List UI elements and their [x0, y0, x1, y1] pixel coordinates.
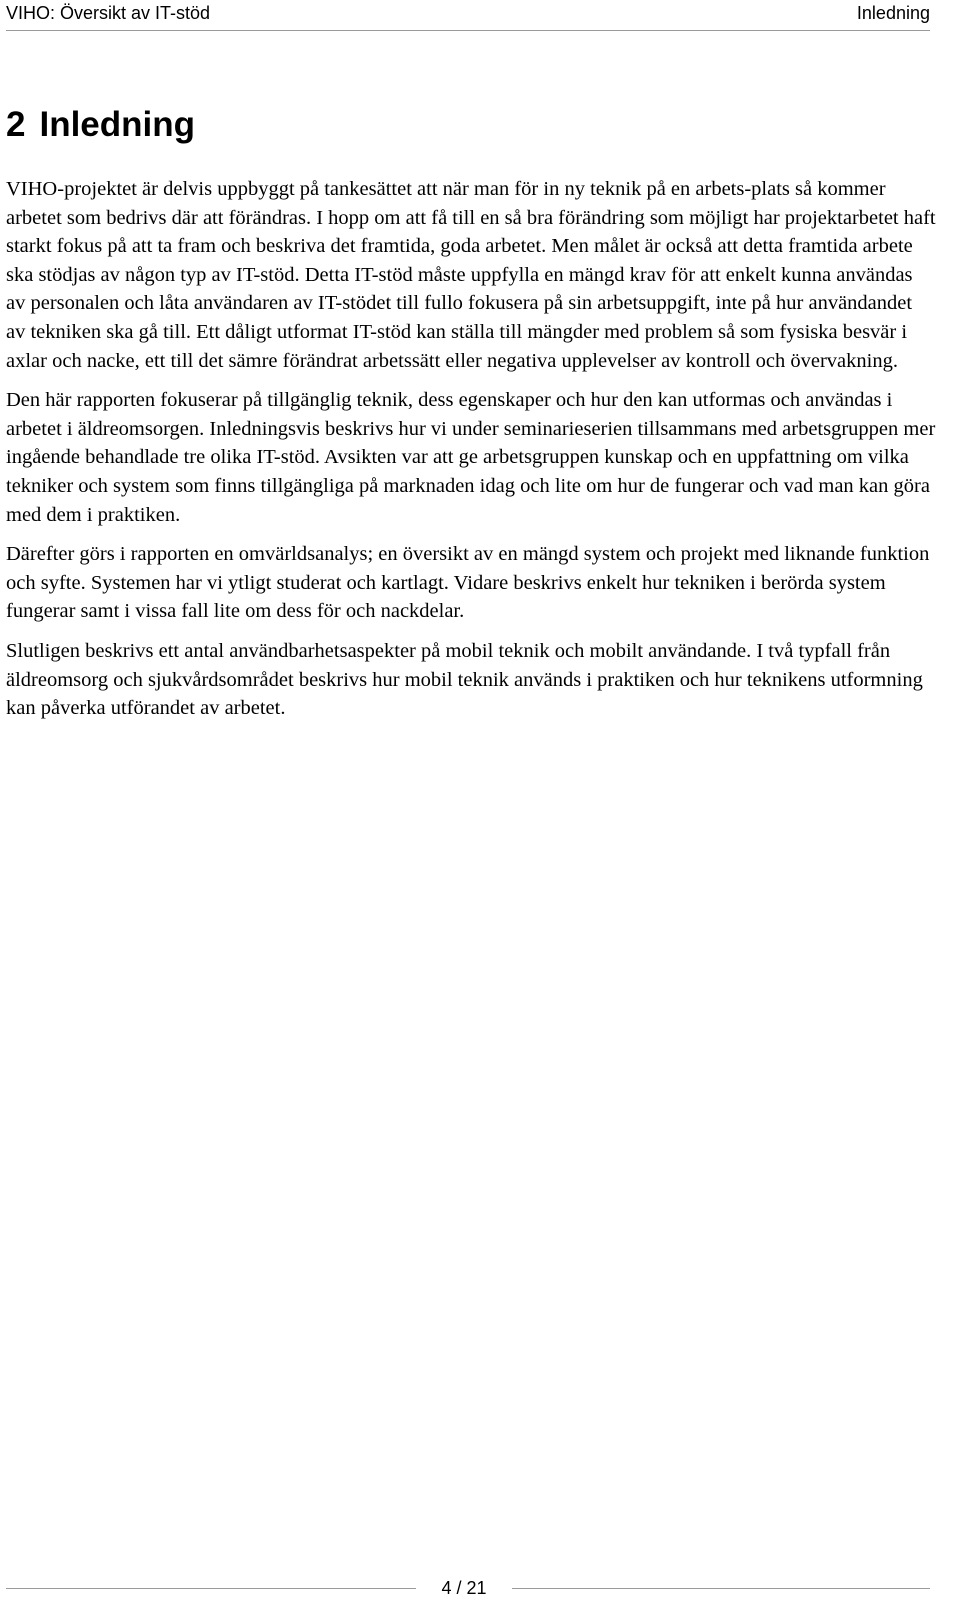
- chapter-title: Inledning: [39, 105, 196, 144]
- chapter-number: 2: [6, 105, 26, 144]
- body-text: [6, 175, 936, 734]
- header-document-title: VIHO: Översikt av IT-stöd: [6, 3, 211, 23]
- paragraph: Därefter görs i rapporten en omvärldsanalys; en översikt av en mängd system och projekt med liknande funktion och syfte. Systemen har vi ytligt studerat och kartlagt. Vidare beskrivs enkelt hur tekniken i berörda system fungerar samt i vissa fall lite om dess för och nackdelar.: [6, 543, 930, 623]
- paragraph: VIHO-projektet är delvis uppbyggt på tankesättet att när man för in ny teknik på en arbets-plats så kommer arbetet som bedrivs där att förändras. I hopp om att få till en så bra förändring som möjligt har projektarbetet haft starkt fokus på att ta fram och beskriva det framtida, goda arbetet. Men målet är också att detta framtida arbete ska stödjas av någon typ av IT-stöd. Detta IT-stöd måste uppfylla en mängd krav för att enkelt kunna användas av personalen och låta användaren av IT-stödet till fullo fokusera på sin arbetsuppgift, inte på hur användandet av tekniken ska gå till. Ett dåligt utformat IT-stöd kan ställa till mängder med problem så som fysiska besvär i axlar och nacke, ett till det sämre förändrat arbetssätt eller negativa upplevelser av kontroll och övervakning.: [6, 178, 936, 372]
- running-header: [6, 0, 930, 31]
- page-footer: [6, 1569, 930, 1605]
- header-section-name: Inledning: [856, 3, 930, 23]
- chapter-heading: [6, 100, 195, 150]
- footer-rule-right: [512, 1588, 930, 1589]
- page-number: 4 / 21: [441, 1578, 487, 1598]
- footer-rule-left: [6, 1588, 416, 1589]
- paragraph: Den här rapporten fokuserar på tillgänglig teknik, dess egenskaper och hur den kan utformas och användas i arbetet i äldreomsorgen. Inledningsvis beskrivs hur vi under seminarieserien tillsammans med arbetsgruppen mer ingående behandlade tre olika IT-stöd. Avsikten var att ge arbetsgruppen kunskap och en uppfattning om vilka tekniker och system som finns tillgängliga på marknaden idag och lite om hur de fungerar och vad man kan göra med dem i praktiken.: [6, 389, 936, 526]
- paragraph: Slutligen beskrivs ett antal användbarhetsaspekter på mobil teknik och mobilt användande. I två typfall från äldreomsorg och sjukvårdsområdet beskrivs hur mobil teknik används i praktiken och hur teknikens utformning kan påverka utförandet av arbetet.: [6, 639, 923, 720]
